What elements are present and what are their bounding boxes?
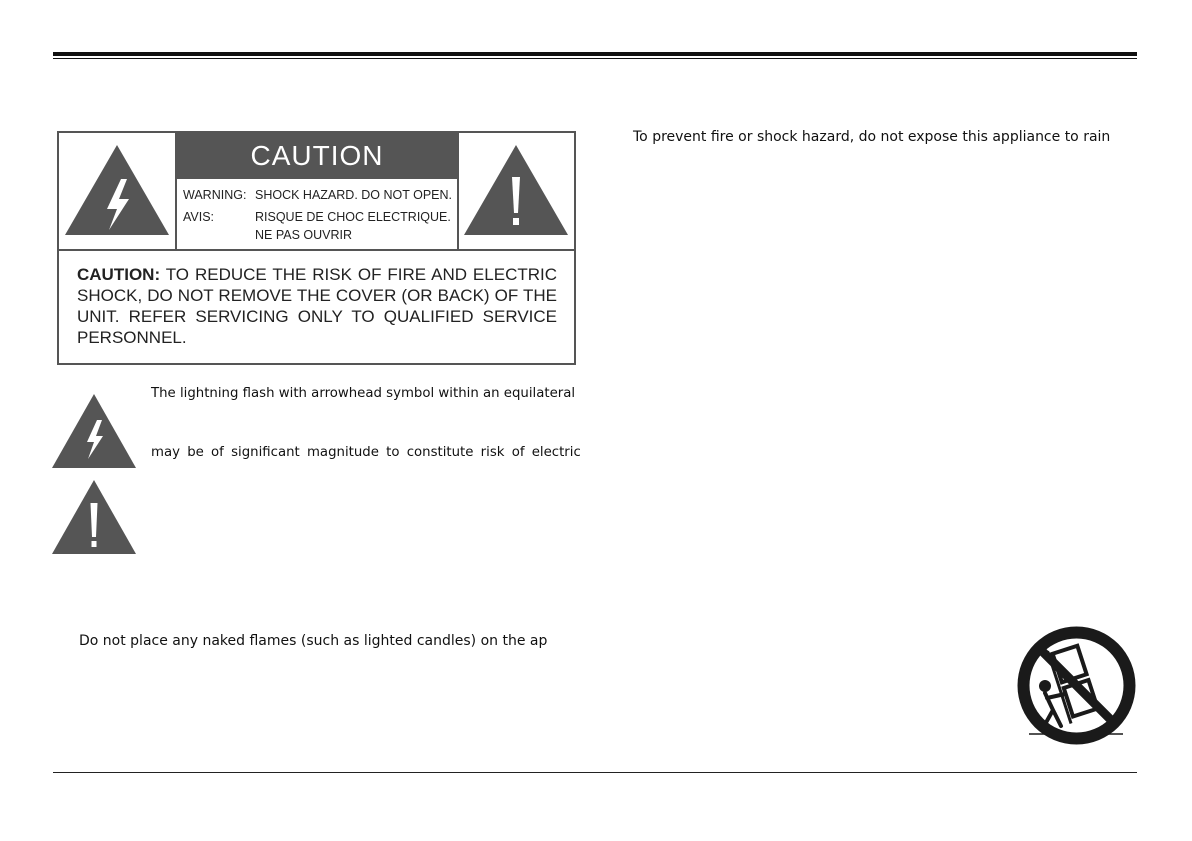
caution-label-center: [177, 133, 457, 249]
lightning-triangle-icon: [59, 133, 175, 249]
footer-rule: [53, 772, 1137, 773]
caution-statement: [77, 264, 557, 348]
caution-label-left-cell: [59, 133, 177, 249]
caution-lead: CAUTION:: [77, 265, 161, 284]
avis-value-line2: NE PAS OUVRIR: [255, 228, 353, 242]
avis-key: AVIS:: [183, 210, 215, 224]
warning-key: WARNING:: [183, 188, 247, 202]
naked-flames-warning: Do not place any naked flames (such as lighted candles) on the ap: [79, 633, 548, 649]
caution-header: CAUTION: [177, 133, 457, 179]
caution-label-right-cell: [457, 133, 574, 249]
lightning-description-line2: may be of significant magnitude to constitute risk of electric: [151, 445, 581, 460]
caution-text: TO REDUCE THE RISK OF FIRE AND ELECTRIC SHOCK, DO NOT REMOVE THE COVER (OR BACK) OF THE UNIT. REFER SERVICING ONLY TO QUALIFIED SERVICE PERSONNEL.: [77, 265, 558, 347]
lightning-description-line1: The lightning flash with arrowhead symbol within an equilateral: [151, 386, 576, 401]
lightning-triangle-icon: [52, 394, 136, 468]
exclamation-triangle-icon: [52, 480, 136, 554]
header-rule-thin: [53, 58, 1137, 59]
fire-shock-warning: To prevent fire or shock hazard, do not expose this appliance to rain: [633, 129, 1111, 145]
no-cart-tip-over-icon: [1015, 624, 1138, 747]
header-rule: [53, 52, 1137, 56]
avis-value-line1: RISQUE DE CHOC ELECTRIQUE.: [255, 210, 451, 224]
caution-warnings: [183, 186, 455, 244]
caution-label-top: [59, 133, 574, 251]
exclamation-triangle-icon: [459, 133, 574, 249]
warning-value: SHOCK HAZARD. DO NOT OPEN.: [255, 188, 453, 202]
caution-label: [57, 131, 576, 365]
